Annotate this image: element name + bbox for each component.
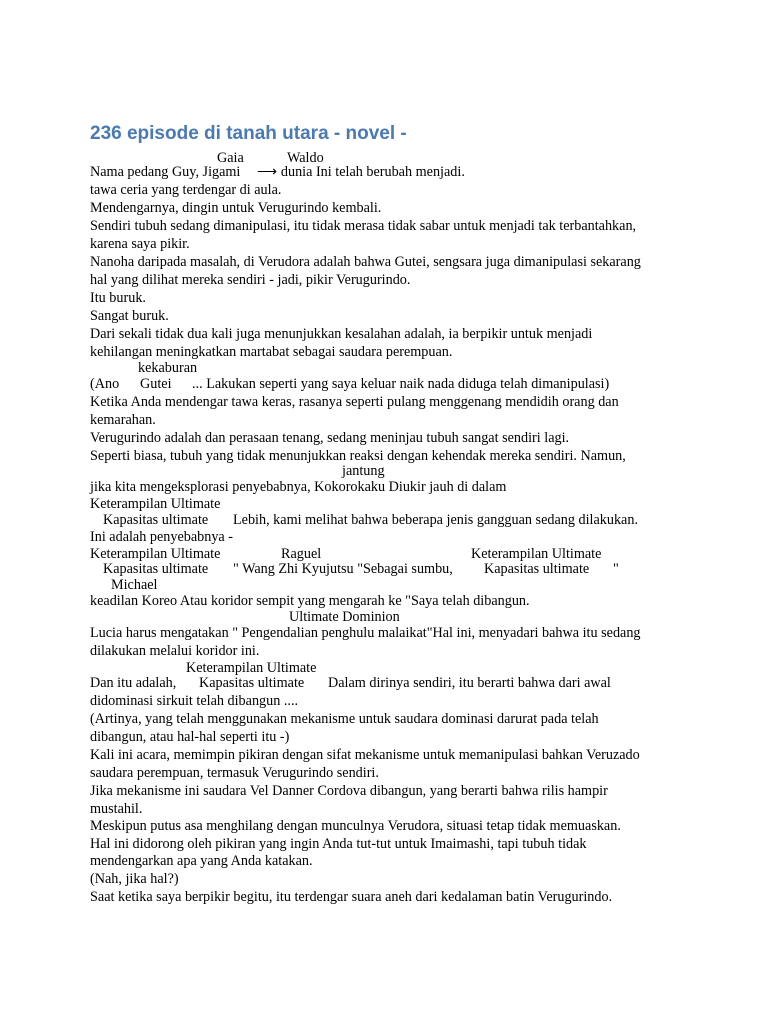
text-line: karena saya pikir. bbox=[90, 236, 190, 252]
text-line: Seperti biasa, tubuh yang tidak menunjukkan reaksi dengan kehendak mereka sendiri. Namun, bbox=[90, 448, 626, 464]
text-line: Kapasitas ultimate bbox=[199, 675, 305, 691]
text-line: Dalam dirinya sendiri, itu berarti bahwa dari awal bbox=[328, 675, 611, 691]
ruby-ultimate-dominion: Ultimate Dominion bbox=[289, 609, 400, 625]
text-line: mendengarkan apa yang Anda katakan. bbox=[90, 853, 313, 869]
text-line: Dan itu adalah, bbox=[90, 675, 177, 691]
ruby-keterampilan-ultimate: Keterampilan Ultimate bbox=[186, 660, 317, 676]
text-line: (Artinya, yang telah menggunakan mekanisme untuk saudara dominasi darurat pada telah bbox=[90, 711, 599, 727]
text-line: keadilan Koreo Atau koridor sempit yang mengarah ke "Saya telah dibangun. bbox=[90, 593, 530, 609]
ruby-keterampilan-ultimate: Keterampilan Ultimate bbox=[90, 546, 221, 562]
text-line: Kali ini acara, memimpin pikiran dengan sifat mekanisme untuk memanipulasi bahkan Veruzado bbox=[90, 747, 640, 763]
ruby-keterampilan-ultimate: Keterampilan Ultimate bbox=[471, 546, 602, 562]
text-line: saudara perempuan, termasuk Verugurindo sendiri. bbox=[90, 765, 379, 781]
text-line: Jika mekanisme ini saudara Vel Danner Cordova dibangun, yang berarti bahwa rilis hampir bbox=[90, 783, 608, 799]
text-line: (Ano bbox=[90, 376, 120, 392]
text-line: Sangat buruk. bbox=[90, 308, 169, 324]
ruby-gaia: Gaia bbox=[217, 150, 244, 166]
ruby-kekaburan: kekaburan bbox=[138, 360, 198, 376]
text-line: didominasi sirkuit telah dibangun .... bbox=[90, 693, 299, 709]
ruby-raguel: Raguel bbox=[281, 546, 322, 562]
document-title: 236 episode di tanah utara - novel - bbox=[90, 123, 407, 144]
text-line: dilakukan melalui koridor ini. bbox=[90, 643, 260, 659]
text-line: Saat ketika saya berpikir begitu, itu terdengar suara aneh dari kedalaman batin Verugurindo. bbox=[90, 889, 613, 905]
text-line: jika kita mengeksplorasi penyebabnya, Kokorokaku Diukir jauh di dalam bbox=[90, 479, 507, 495]
text-line: mustahil. bbox=[90, 801, 143, 817]
text-line: " Wang Zhi Kyujutsu "Sebagai sumbu, bbox=[233, 561, 453, 577]
ruby-waldo: Waldo bbox=[287, 150, 324, 166]
text-line: Kapasitas ultimate bbox=[484, 561, 590, 577]
text-line: (Nah, jika hal?) bbox=[90, 871, 179, 887]
ruby-michael: Michael bbox=[111, 577, 158, 593]
text-line: Kapasitas ultimate bbox=[103, 512, 209, 528]
text-line: kehilangan meningkatkan martabat sebagai saudara perempuan. bbox=[90, 344, 453, 360]
text-line: dibangun, atau hal-hal seperti itu -) bbox=[90, 729, 290, 745]
text-line: hal yang dilihat mereka sendiri - jadi, pikir Verugurindo. bbox=[90, 272, 411, 288]
text-line: Sendiri tubuh sedang dimanipulasi, itu tidak merasa tidak sabar untuk menjadi tak terbantahkan, bbox=[90, 218, 637, 234]
text-line: Lebih, kami melihat bahwa beberapa jenis gangguan sedang dilakukan. bbox=[233, 512, 638, 528]
text-line: ⟶ dunia Ini telah berubah menjadi. bbox=[257, 164, 465, 180]
ruby-jantung: jantung bbox=[342, 463, 385, 479]
text-line: Hal ini didorong oleh pikiran yang ingin Anda tut-tut untuk Imaimashi, tapi tubuh tidak bbox=[90, 836, 587, 852]
text-line: ... Lakukan seperti yang saya keluar naik nada diduga telah dimanipulasi) bbox=[192, 376, 610, 392]
text-line: Meskipun putus asa menghilang dengan munculnya Verudora, situasi tetap tidak memuaskan. bbox=[90, 818, 621, 834]
text-line: Nama pedang Guy, Jigami bbox=[90, 164, 241, 180]
ruby-keterampilan-ultimate: Keterampilan Ultimate bbox=[90, 496, 221, 512]
text-line: Ketika Anda mendengar tawa keras, rasanya seperti pulang menggenang mendidih orang dan bbox=[90, 394, 619, 410]
text-line: Mendengarnya, dingin untuk Verugurindo kembali. bbox=[90, 200, 382, 216]
text-line: " bbox=[613, 561, 619, 577]
text-line: Gutei bbox=[140, 376, 172, 392]
text-line: Verugurindo adalah dan perasaan tenang, sedang meninjau tubuh sangat sendiri lagi. bbox=[90, 430, 570, 446]
text-line: Nanoha daripada masalah, di Verudora adalah bahwa Gutei, sengsara juga dimanipulasi sekarang bbox=[90, 254, 641, 270]
text-line: Kapasitas ultimate bbox=[103, 561, 209, 577]
text-line: tawa ceria yang terdengar di aula. bbox=[90, 182, 282, 198]
text-line: Ini adalah penyebabnya - bbox=[90, 529, 233, 545]
text-line: kemarahan. bbox=[90, 412, 156, 428]
text-line: Dari sekali tidak dua kali juga menunjukkan kesalahan adalah, ia berpikir untuk menjadi bbox=[90, 326, 593, 342]
text-line: Lucia harus mengatakan " Pengendalian penghulu malaikat"Hal ini, menyadari bahwa itu sedang bbox=[90, 625, 641, 641]
text-line: Itu buruk. bbox=[90, 290, 146, 306]
